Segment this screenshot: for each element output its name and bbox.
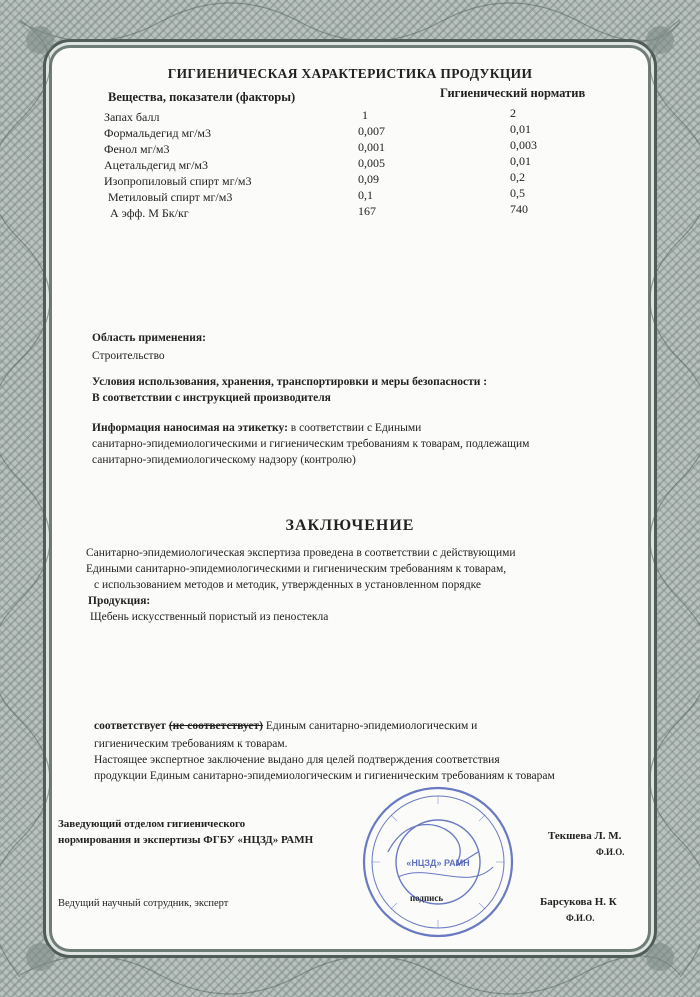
- compliance-line4: продукции Единым санитарно-эпидемиологическим и гигиеническим требованиям к товарам: [94, 770, 555, 782]
- conclusion-heading: ЗАКЛЮЧЕНИЕ: [285, 517, 415, 534]
- row-name: Метиловый спирт мг/м3: [108, 190, 233, 204]
- conforms-word: соответствует: [94, 720, 166, 732]
- label-info-text: в соответствии с Едиными: [287, 422, 422, 434]
- compliance-line3: Настоящее экспертное заключение выдано для целей подтверждения соответствия: [94, 754, 500, 766]
- row-name: Формальдегид мг/м3: [104, 126, 212, 140]
- compliance-rest: Единым санитарно-эпидемиологическим и: [263, 720, 478, 732]
- official-stamp: [358, 782, 518, 942]
- row-norm: 0,2: [510, 170, 525, 184]
- row-norm: 2: [510, 106, 516, 120]
- product-label: Продукция:: [88, 595, 151, 607]
- head-title-line2: нормирования и экспертизы ФГБУ «НЦЗД» РАМН: [58, 834, 314, 846]
- fio-label-2: Ф.И.О.: [566, 913, 595, 923]
- label-info-line2: санитарно-эпидемиологическими и гигиеническим требованиям к товарам, подлежащим: [92, 438, 530, 450]
- conclusion-line1: Санитарно-эпидемиологическая экспертиза проведена в соответствии с действующими: [86, 547, 516, 559]
- label-info-line1: [92, 422, 421, 434]
- expert-title: Ведущий научный сотрудник, эксперт: [58, 898, 229, 909]
- product-value: Щебень искусственный пористый из пеностекла: [90, 611, 329, 623]
- not-conforms-word: (не соответствует): [168, 720, 264, 732]
- document-title: ГИГИЕНИЧЕСКАЯ ХАРАКТЕРИСТИКА ПРОДУКЦИИ: [167, 66, 533, 81]
- row-value: 0,001: [358, 140, 385, 154]
- signature-caption: подпись: [410, 893, 444, 903]
- head-title-line1: Заведующий отделом гигиенического: [58, 818, 246, 830]
- stamp-center-text: «НЦЗД» РАМН: [406, 858, 470, 868]
- row-value: 0,005: [358, 156, 385, 170]
- row-name: А эфф. М Бк/кг: [110, 206, 189, 220]
- compliance-line1: [94, 720, 477, 732]
- head-name: Текшева Л. М.: [548, 830, 622, 842]
- conclusion-line2: Едиными санитарно-эпидемиологическими и гигиеническим требованиям к товарам,: [86, 563, 507, 575]
- scope-label: Область применения:: [92, 332, 206, 344]
- row-value: 0,09: [358, 172, 379, 186]
- row-norm: 0,003: [510, 138, 537, 152]
- row-name: Ацетальдегид мг/м3: [104, 158, 209, 172]
- row-name: Запах балл: [104, 110, 160, 124]
- row-norm: 0,5: [510, 186, 525, 200]
- scope-value: Строительство: [92, 350, 165, 362]
- compliance-line2: гигиеническим требованиям к товарам.: [94, 738, 288, 750]
- row-name: Изопропиловый спирт мг/м3: [104, 174, 252, 188]
- row-norm: 0,01: [510, 122, 531, 136]
- conditions-value: В соответствии с инструкцией производителя: [92, 392, 331, 404]
- label-info-line3: санитарно-эпидемиологическому надзору (контролю): [92, 454, 356, 466]
- row-value: 0,007: [358, 124, 385, 138]
- row-value: 1: [362, 108, 368, 122]
- row-value: 167: [358, 204, 376, 218]
- fio-label-1: Ф.И.О.: [596, 847, 625, 857]
- row-norm: 0,01: [510, 154, 531, 168]
- row-norm: 740: [510, 202, 528, 216]
- expert-name: Барсукова Н. К: [540, 896, 617, 908]
- row-value: 0,1: [358, 188, 373, 202]
- label-info-label: Информация наносимая на этикетку:: [92, 422, 288, 434]
- conditions-label: Условия использования, хранения, транспортировки и меры безопасности :: [92, 376, 488, 388]
- column-header-norm: Гигиенический норматив: [440, 86, 586, 100]
- row-name: Фенол мг/м3: [104, 142, 170, 156]
- column-header-substances: Вещества, показатели (факторы): [108, 90, 296, 104]
- conclusion-line3: с использованием методов и методик, утвержденных в установленном порядке: [94, 579, 481, 591]
